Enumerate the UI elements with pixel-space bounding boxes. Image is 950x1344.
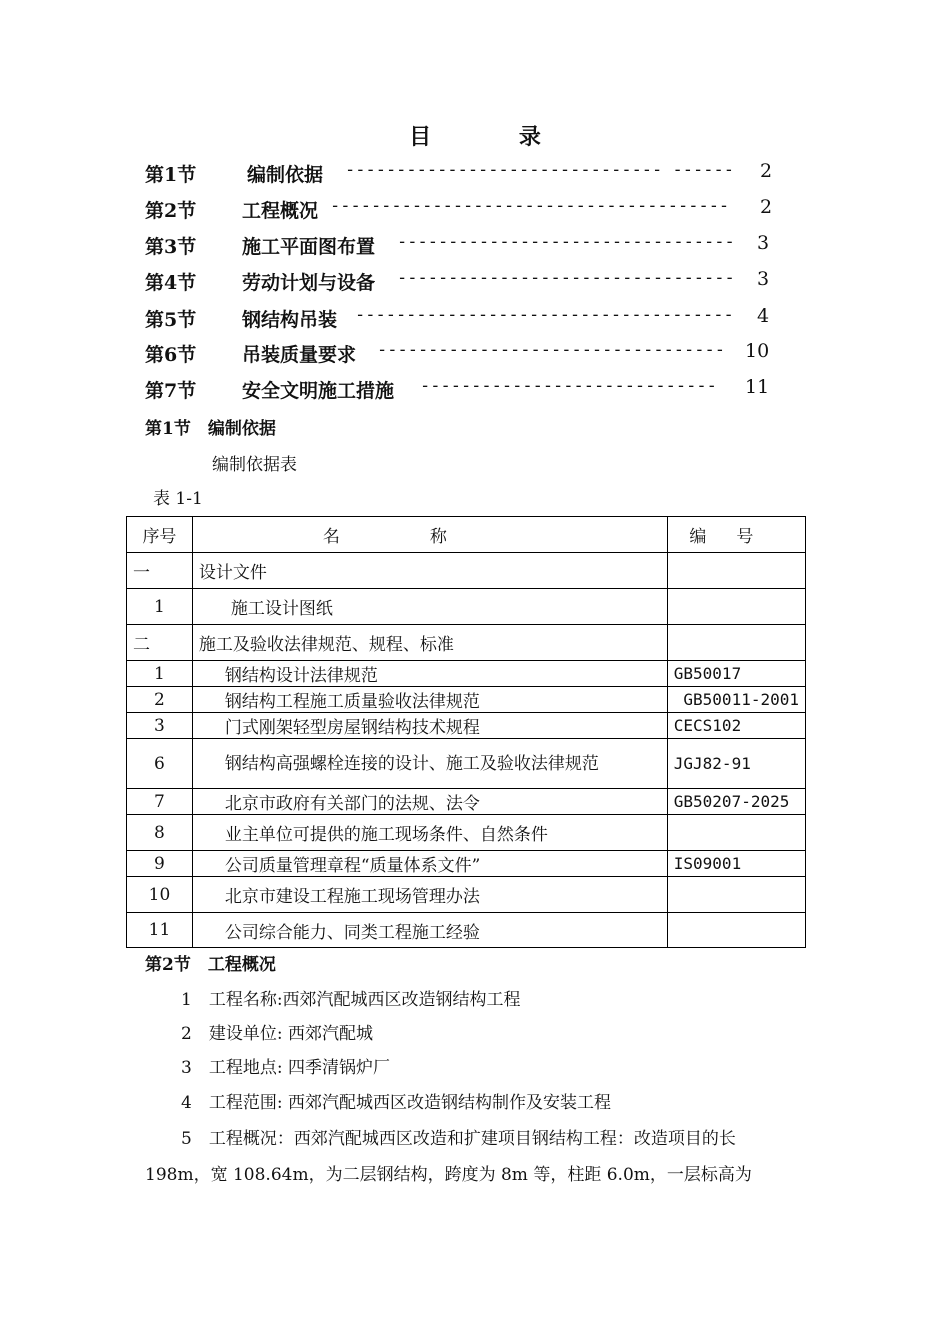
toc-section-title: 钢结构吊装 [242,309,338,331]
row-name: 业主单位可提供的施工现场条件、自然条件 [192,815,667,851]
row-name: 钢结构工程施工质量验收法律规范 [192,687,667,713]
row-name: 公司综合能力、同类工程施工经验 [192,913,667,948]
toc-entry[interactable] [145,232,785,262]
table-row [127,687,806,713]
row-code [667,589,805,625]
row-no: 1 [127,661,193,687]
overview-item: 5 工程概况：西郊汽配城西区改造和扩建项目钢结构工程：改造项目的长 [181,1129,736,1149]
row-name: 公司质量管理章程“质量体系文件” [192,851,667,877]
overview-item: 4 工程范围: 西郊汽配城西区改造钢结构制作及安装工程 [181,1093,611,1113]
row-name: 北京市建设工程施工现场管理办法 [192,877,667,913]
row-name: 施工设计图纸 [192,589,667,625]
table-row [127,661,806,687]
row-no: 9 [127,851,193,877]
section2-heading: 第2节 工程概况 [145,955,276,975]
toc-page-number: 10 [745,340,770,362]
row-code [667,625,805,661]
row-code: IS09001 [667,851,805,877]
toc-leader: --------------------------------------- [330,196,730,216]
toc-section-number: 第3节 [145,236,197,258]
toc-section-title: 安全文明施工措施 [242,380,395,402]
section1-heading: 第1节 编制依据 [145,419,276,439]
overview-item: 1 工程名称:西郊汽配城西区改造钢结构工程 [181,990,521,1010]
row-code [667,913,805,948]
toc-leader: ----------------------------- [420,376,717,396]
overview-item: 2 建设单位: 西郊汽配城 [181,1024,373,1044]
toc-leader: --------------------------------- [397,232,735,252]
toc-page-number: 4 [757,305,770,327]
toc-section-number: 第7节 [145,380,197,402]
toc-section-title: 劳动计划与设备 [242,272,376,294]
table-number: 表 1-1 [153,489,203,509]
table-row [127,877,806,913]
toc-entry[interactable] [145,376,785,406]
table-row [127,553,806,589]
toc-leader: ------------------------------------- [355,305,734,325]
row-no: 11 [127,913,193,948]
overview-item: 3 工程地点: 四季清锅炉厂 [181,1058,390,1078]
row-code [667,877,805,913]
toc-page-number: 2 [760,196,773,218]
row-no: 1 [127,589,193,625]
toc-section-title: 施工平面图布置 [242,236,376,258]
row-code: GB50011-2001 [667,687,805,713]
row-name: 门式刚架轻型房屋钢结构技术规程 [192,713,667,739]
table-row [127,815,806,851]
table-row [127,789,806,815]
table-header-row [127,517,806,553]
row-code [667,553,805,589]
row-name: 设计文件 [192,553,667,589]
row-no: 2 [127,687,193,713]
toc-entry[interactable] [145,340,785,370]
header-code: 编号 [667,517,805,553]
basis-table [126,516,806,948]
toc-section-number: 第2节 [145,200,197,222]
toc-section-title: 工程概况 [242,200,319,222]
table-row [127,739,806,789]
toc-page-number: 11 [745,376,770,398]
toc-entry[interactable] [145,305,785,335]
toc-leader: ------------------------------- ------ [345,160,734,180]
row-name: 施工及验收法律规范、规程、标准 [192,625,667,661]
table-row [127,625,806,661]
table-row [127,913,806,948]
row-name: 钢结构高强螺栓连接的设计、施工及验收法律规范 [192,739,667,789]
row-no: 3 [127,713,193,739]
overview-continuation: 198m，宽 108.64m，为二层钢结构，跨度为 8m 等，柱距 6.0m，一层标高为 [145,1165,752,1185]
table-row [127,851,806,877]
toc-section-number: 第1节 [145,164,197,186]
row-code [667,815,805,851]
toc-section-number: 第5节 [145,309,197,331]
row-code: JGJ82-91 [667,739,805,789]
toc-title: 目 录 [409,124,581,150]
toc-section-number: 第4节 [145,272,197,294]
table-row [127,713,806,739]
row-no: 6 [127,739,193,789]
toc-section-number: 第6节 [145,344,197,366]
row-no: 二 [127,625,193,661]
toc-entry[interactable] [145,196,785,226]
toc-page-number: 3 [757,232,770,254]
toc-entry[interactable] [145,268,785,298]
row-no: 8 [127,815,193,851]
toc-leader: ---------------------------------- [377,340,725,360]
header-no: 序号 [127,517,193,553]
row-code: CECS102 [667,713,805,739]
toc-entry[interactable] [145,160,785,190]
header-name: 名称 [192,517,667,553]
row-name: 北京市政府有关部门的法规、法令 [192,789,667,815]
table-title: 编制依据表 [212,455,297,475]
row-no: 10 [127,877,193,913]
toc-page-number: 2 [760,160,773,182]
table-row [127,589,806,625]
toc-section-title: 编制依据 [247,164,324,186]
row-no: 7 [127,789,193,815]
toc-page-number: 3 [757,268,770,290]
row-code: GB50017 [667,661,805,687]
row-name: 钢结构设计法律规范 [192,661,667,687]
row-code: GB50207-2025 [667,789,805,815]
toc-leader: --------------------------------- [397,268,735,288]
row-no: 一 [127,553,193,589]
toc-section-title: 吊装质量要求 [242,344,357,366]
